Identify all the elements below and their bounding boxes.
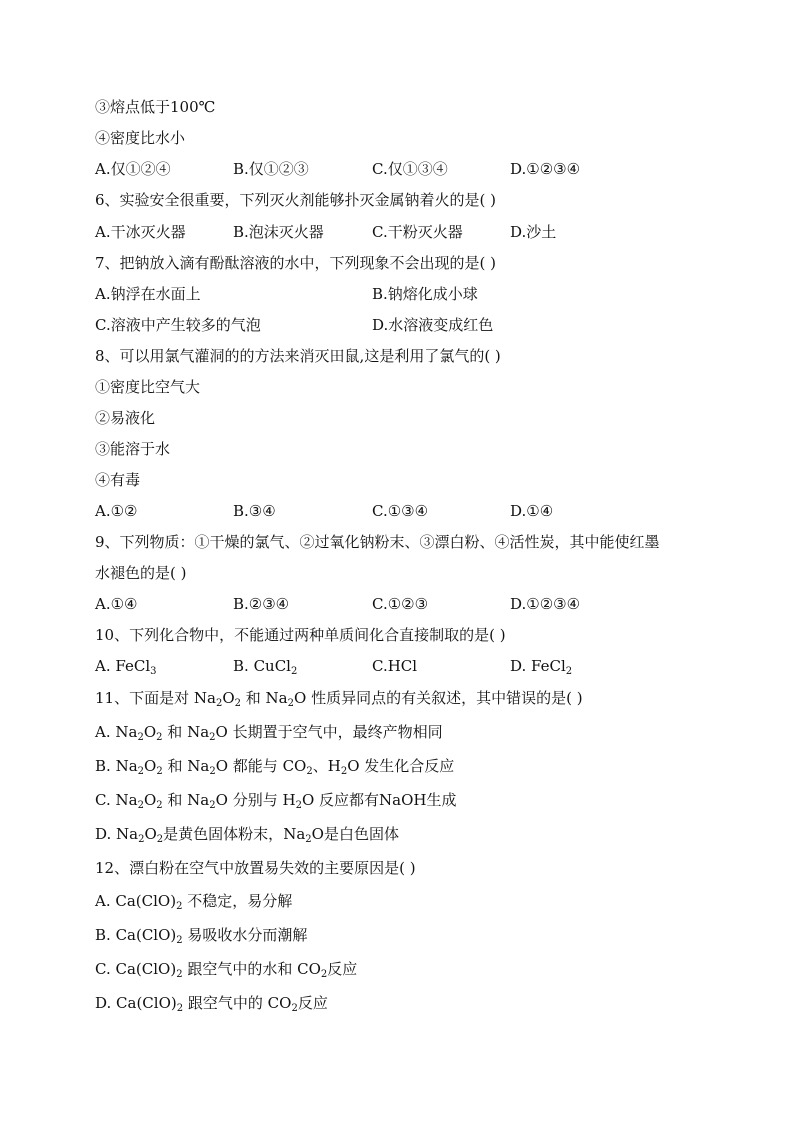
stem-text: 11、下面是对 [95,689,194,707]
option-text: 是黄色固体粉末， [163,825,284,843]
q5-option-b[interactable]: B.仅①②③ [233,160,309,178]
option-letter: A. [95,657,116,675]
option-text: 都能与 [228,757,283,775]
subscript: 2 [291,1003,298,1014]
formula-text: O [144,825,157,843]
formula-text: O [301,791,315,809]
q8-option-a[interactable]: A.①② [95,502,138,520]
subscript: 2 [209,800,216,811]
q7-option-a[interactable]: A.钠浮在水面上 [95,285,201,303]
option-text: 不稳定，易分解 [182,892,293,910]
subscript: 2 [290,666,298,677]
option-text: 跟空气中的 [183,994,268,1012]
option-text: 分别与 [227,791,283,809]
q5-option-a[interactable]: A.仅①②④ [95,160,171,178]
subscript: 2 [565,666,573,677]
option-text: 长期置于空气中，最终产物相同 [227,723,443,741]
q6-stem: 6、实验安全很重要，下列灭火剂能够扑灭金属钠着火的是( ) [95,191,497,209]
subscript: 2 [215,698,223,709]
formula-text: FeCl [531,657,566,675]
q10-option-d[interactable] [510,656,572,676]
q6-option-d[interactable]: D.沙土 [510,223,557,241]
formula-text: CuCl [253,657,291,675]
q9-option-a[interactable]: A.①④ [95,595,138,613]
subscript: 2 [156,766,163,777]
subscript: 2 [137,732,144,743]
q7-option-b[interactable]: B.钠熔化成小球 [372,285,478,303]
q6-option-a[interactable]: A.干冰灭火器 [95,223,186,241]
formula-text: Ca(ClO) [115,960,177,978]
q7-stem: 7、把钠放入滴有酚酞溶液的水中，下列现象不会出现的是( ) [95,254,497,272]
subscript: 3 [150,666,157,677]
q5-option-d[interactable]: D.①②③④ [510,160,581,178]
q5-statement-3: ③熔点低于100℃ [95,98,216,116]
formula-text: O [215,757,229,775]
option-letter: C. [95,960,116,978]
q8-statement-2: ②易液化 [95,409,156,427]
option-text: 反应 [297,994,328,1012]
q12-option-c[interactable] [95,959,357,979]
q10-option-b[interactable] [233,656,297,676]
q11-option-a[interactable] [95,722,443,742]
option-letter: B. [233,657,254,675]
q11-option-c[interactable] [95,790,456,810]
formula-text: Na [115,723,138,741]
subscript: 2 [209,766,216,777]
q12-option-a[interactable] [95,891,292,911]
q9-stem-line1: 9、下列物质：①干燥的氯气、②过氧化钠粉末、③漂白粉、④活性炭，其中能使红墨 [95,533,660,551]
subscript: 2 [209,732,216,743]
q11-option-b[interactable] [95,756,454,776]
subscript: 2 [176,901,183,912]
formula-text: Na [265,689,288,707]
q10-stem: 10、下列化合物中，不能通过两种单质间化合直接制取的是( ) [95,626,506,644]
option-text: 易吸收水分而潮解 [182,926,308,944]
q8-statement-1: ①密度比空气大 [95,378,201,396]
option-letter: D. [510,657,532,675]
formula-text: H [282,791,296,809]
formula-text: O [222,689,235,707]
subscript: 2 [295,800,302,811]
q7-option-c[interactable]: C.溶液中产生较多的气泡 [95,316,261,334]
option-text: 跟空气中的水和 [182,960,298,978]
formula-text: Ca(ClO) [115,892,177,910]
subscript: 2 [156,834,164,845]
q7-option-d[interactable]: D.水溶液变成红色 [372,316,494,334]
option-letter: C. [95,791,116,809]
option-letter: A. [95,723,116,741]
formula-text: O [347,757,360,775]
subscript: 2 [305,834,312,845]
q8-statement-4: ④有毒 [95,471,141,489]
option-letter: B. [95,757,116,775]
q8-option-b[interactable]: B.③④ [233,502,276,520]
q8-option-c[interactable]: C.①③④ [372,502,429,520]
formula-text: Na [187,757,210,775]
formula-text: Na [193,689,216,707]
q8-statement-3: ③能溶于水 [95,440,171,458]
formula-text: O [215,723,228,741]
option-letter: D. [95,994,117,1012]
q12-option-b[interactable] [95,925,307,945]
option-text: 和 [162,791,188,809]
subscript: 2 [287,698,294,709]
q9-stem-line2: 水褪色的是( ) [95,564,187,582]
q11-stem [95,688,583,708]
formula-text: Na [115,791,138,809]
formula-text: CO [297,960,321,978]
formula-text: Na [187,723,210,741]
formula-text: O [215,791,228,809]
q8-stem: 8、可以用氯气灌洞的的方法来消灭田鼠,这是利用了氯气的( ) [95,347,501,365]
subscript: 2 [138,834,145,845]
subscript: 2 [176,1003,184,1014]
formula-text: Ca(ClO) [115,926,177,944]
q5-statement-4: ④密度比水小 [95,129,186,147]
formula-text: Na [187,791,210,809]
q12-stem: 12、漂白粉在空气中放置易失效的主要原因是( ) [95,859,416,877]
option-letter: D. [95,825,117,843]
formula-text: Na [115,757,138,775]
q5-option-c[interactable]: C.仅①③④ [372,160,448,178]
q6-option-b[interactable]: B.泡沫灭火器 [233,223,324,241]
option-letter: A. [95,892,116,910]
option-text: 、 [312,757,328,775]
option-text: 是白色固体 [323,825,399,843]
subscript: 2 [306,766,313,777]
formula-text: H [327,757,341,775]
formula-text: CO [267,994,292,1012]
formula-text: CO [282,757,307,775]
q11-option-d[interactable] [95,824,399,844]
subscript: 2 [137,766,145,777]
q8-option-d[interactable]: D.①④ [510,502,554,520]
subscript: 2 [156,800,163,811]
q9-option-c[interactable]: C.①②③ [372,595,429,613]
option-text: 和 [162,757,188,775]
q9-option-d[interactable]: D.①②③④ [510,595,581,613]
formula-text: FeCl [115,657,151,675]
formula-text: O [143,791,157,809]
stem-text: 和 [241,689,266,707]
subscript: 2 [234,698,241,709]
formula-text: O [294,689,307,707]
formula-text: Ca(ClO) [116,994,177,1012]
subscript: 2 [320,969,328,980]
stem-text: 性质异同点的有关叙述，其中错误的是( ) [306,689,583,707]
q10-option-a[interactable] [95,656,157,676]
option-text: 反应 [327,960,358,978]
subscript: 2 [176,935,183,946]
formula-text: Na [116,825,139,843]
option-text: 发生化合反应 [359,757,455,775]
formula-text: O [143,723,157,741]
option-text: 和 [162,723,188,741]
subscript: 2 [137,800,144,811]
subscript: 2 [176,969,183,980]
formula-text: O [311,825,324,843]
q12-option-d[interactable] [95,993,328,1013]
option-text: 反应都有NaOH生成 [314,791,457,809]
q6-option-c[interactable]: C.干粉灭火器 [372,223,463,241]
formula-text: O [144,757,157,775]
formula-text: Na [283,825,306,843]
subscript: 2 [340,766,348,777]
q9-option-b[interactable]: B.②③④ [233,595,290,613]
q10-option-c[interactable]: C.HCl [372,657,418,675]
subscript: 2 [156,732,163,743]
option-letter: B. [95,926,116,944]
